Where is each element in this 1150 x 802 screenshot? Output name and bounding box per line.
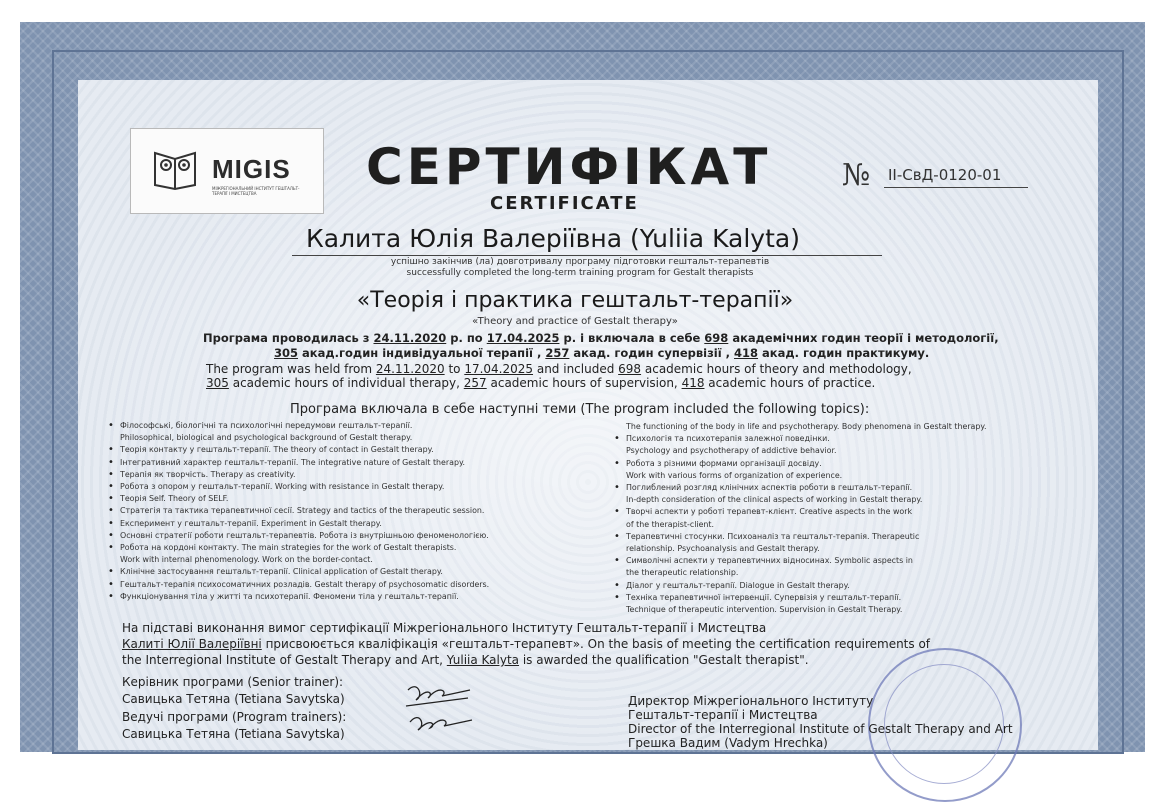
completed-ua: успішно закінчив (ла) довготривалу програму підготовки гештальт-терапевтів <box>390 257 770 267</box>
number-underline <box>884 187 1028 188</box>
topic-item: • Діалог у гештальт-терапії. Dialogue in Gestalt therapy. <box>614 580 986 592</box>
topic-item: • Експеримент у гештальт-терапії. Experiment in Gestalt therapy. <box>108 518 489 530</box>
logo-text: MIGIS <box>212 154 291 184</box>
program-trainers-label: Ведучі програми (Program trainers): <box>122 710 347 724</box>
certificate-number: II-СвД-0120-01 <box>888 166 1002 184</box>
signature-senior-trainer <box>398 676 478 736</box>
director-line3: Director of the Interregional Institute of Gestalt Therapy and Art <box>628 722 1013 736</box>
director-line2: Гештальт-терапії і Мистецтва <box>628 708 818 722</box>
topic-item: The functioning of the body in life and psychotherapy. Body phenomena in Gestalt therapy. <box>626 422 987 431</box>
topic-item: • Теорія Self. Theory of SELF. <box>108 493 489 505</box>
topic-item: Technique of therapeutic intervention. Supervision in Gestalt Therapy. <box>626 605 903 615</box>
details-en-line1: The program was held from 24.11.2020 to 17.04.2025 and included 698 academic hours of theory and methodology, <box>206 362 912 376</box>
director-line4: Грешка Вадим (Vadym Hrechka) <box>628 736 828 750</box>
hours-total: 698 <box>704 331 729 345</box>
program-trainers-name: Савицька Тетяна (Tetiana Savytska) <box>122 727 345 741</box>
qualification-line1: На підставі виконання вимог сертифікації Міжрегіонального Інституту Гештальт-терапії і Мистецтва <box>122 621 767 635</box>
program-title-en: «Theory and practice of Gestalt therapy» <box>472 316 678 327</box>
topic-item: • Терапія як творчість. Therapy as creativity. <box>108 469 489 481</box>
topic-item: Philosophical, biological and psychological background of Gestalt therapy. <box>120 433 413 443</box>
senior-trainer-name: Савицька Тетяна (Tetiana Savytska) <box>122 692 345 706</box>
topic-item: Work with internal phenomenology. Work on the border-contact. <box>120 555 373 565</box>
details-en-line2: 305 academic hours of individual therapy, 257 academic hours of supervision, 418 academic hours of practice. <box>206 376 876 390</box>
topic-item: • Робота з опором у гештальт-терапії. Working with resistance in Gestalt therapy. <box>108 481 489 493</box>
topic-item: Psychology and psychotherapy of addictive behavior. <box>626 446 837 456</box>
topic-item: • Робота на кордоні контакту. The main strategies for the work of Gestalt therapists. <box>108 542 489 554</box>
topic-item: • Символічні аспекти у терапевтичних відносинах. Symbolic aspects in <box>614 555 986 567</box>
director-line1: Директор Міжрегіонального Інституту <box>628 694 874 708</box>
topic-item: • Психологія та психотерапія залежної поведінки. <box>614 433 986 445</box>
topic-item: relationship. Psychoanalysis and Gestalt therapy. <box>626 544 820 554</box>
topics-right-list <box>614 421 986 616</box>
number-sign: № <box>842 158 871 193</box>
topic-item: • Теорія контакту у гештальт-терапії. The theory of contact in Gestalt therapy. <box>108 444 489 456</box>
topic-item: • Філософські, біологічні та психологічні передумови гештальт-терапії. <box>108 420 489 432</box>
topic-item: • Творчі аспекти у роботі терапевт-клієнт. Creative aspects in the work <box>614 506 986 518</box>
qualification-line3: the Interregional Institute of Gestalt Therapy and Art, Yuliia Kalyta is awarded the qualification "Gestalt therapist". <box>122 653 809 667</box>
name-underline <box>292 255 882 256</box>
topic-item: • Основні стратегії роботи гештальт-терапевтів. Робота із внутрішньою феноменологією. <box>108 530 489 542</box>
owl-book-icon <box>151 147 199 191</box>
topic-item: In-depth consideration of the clinical aspects of working in Gestalt therapy. <box>626 495 923 505</box>
details-ua-line1: Програма проводилась з 24.11.2020 р. по 17.04.2025 р. і включала в себе 698 академічних годин теорії і методології, <box>203 331 999 345</box>
topic-item: • Функціонування тіла у житті та психотерапії. Феномени тіла у гештальт-терапії. <box>108 591 489 603</box>
topic-item: Work with various forms of organization of experience. <box>626 470 843 480</box>
details-ua-line2: 305 акад.годин індивідуальної терапії , 257 акад. годин супервізії , 418 акад. годин практикуму. <box>274 346 930 360</box>
topic-item: • Гештальт-терапія психосоматичних розладів. Gestalt therapy of psychosomatic disorders. <box>108 579 489 591</box>
topics-left-list <box>108 420 489 603</box>
topic-item: • Поглиблений розгляд клінічних аспектів роботи в гештальт-терапії. <box>614 482 986 494</box>
certificate-subtitle: CERTIFICATE <box>490 193 639 214</box>
topic-item: • Інтегративний характер гештальт-терапії. The integrative nature of Gestalt therapy. <box>108 457 489 469</box>
topics-heading: Програма включала в себе наступні теми (The program included the following topics): <box>290 402 870 417</box>
program-title-ua: «Теорія і практика гештальт-терапії» <box>356 288 794 313</box>
qualification-line2: Калиті Юлії Валеріївні присвоюється кваліфікація «гештальт-терапевт». On the basis of meeting the certification requirements of <box>122 637 931 651</box>
topic-item: • Клінічне застосування гештальт-терапії. Clinical application of Gestalt therapy. <box>108 566 489 578</box>
topic-item: the therapeutic relationship. <box>626 568 739 578</box>
topic-item: • Робота з різними формами організації досвіду. <box>614 458 986 470</box>
topic-item: • Терапевтичні стосунки. Психоаналіз та гештальт-терапія. Therapeutic <box>614 531 986 543</box>
senior-trainer-label: Керівник програми (Senior trainer): <box>122 675 344 689</box>
topic-item: • Стратегія та тактика терапевтичної сесії. Strategy and tactics of the therapeutic session. <box>108 505 489 517</box>
holder-name: Калита Юлія Валеріївна (Yuliia Kalyta) <box>306 224 800 253</box>
completed-en: successfully completed the long-term training program for Gestalt therapists <box>406 268 754 278</box>
certificate-title: СЕРТИФІКАТ <box>366 138 772 196</box>
date-to: 17.04.2025 <box>486 331 560 345</box>
logo-subtitle: МІЖРЕГІОНАЛЬНИЙ ІНСТИТУТ ГЕШТАЛЬТ-ТЕРАПІЇ І МИСТЕЦТВА <box>212 186 300 196</box>
topic-item: of the therapist-client. <box>626 519 715 529</box>
date-from: 24.11.2020 <box>373 331 447 345</box>
topic-item: • Техніка терапевтичної інтервенції. Супервізія у гештальт-терапії. <box>614 592 986 604</box>
